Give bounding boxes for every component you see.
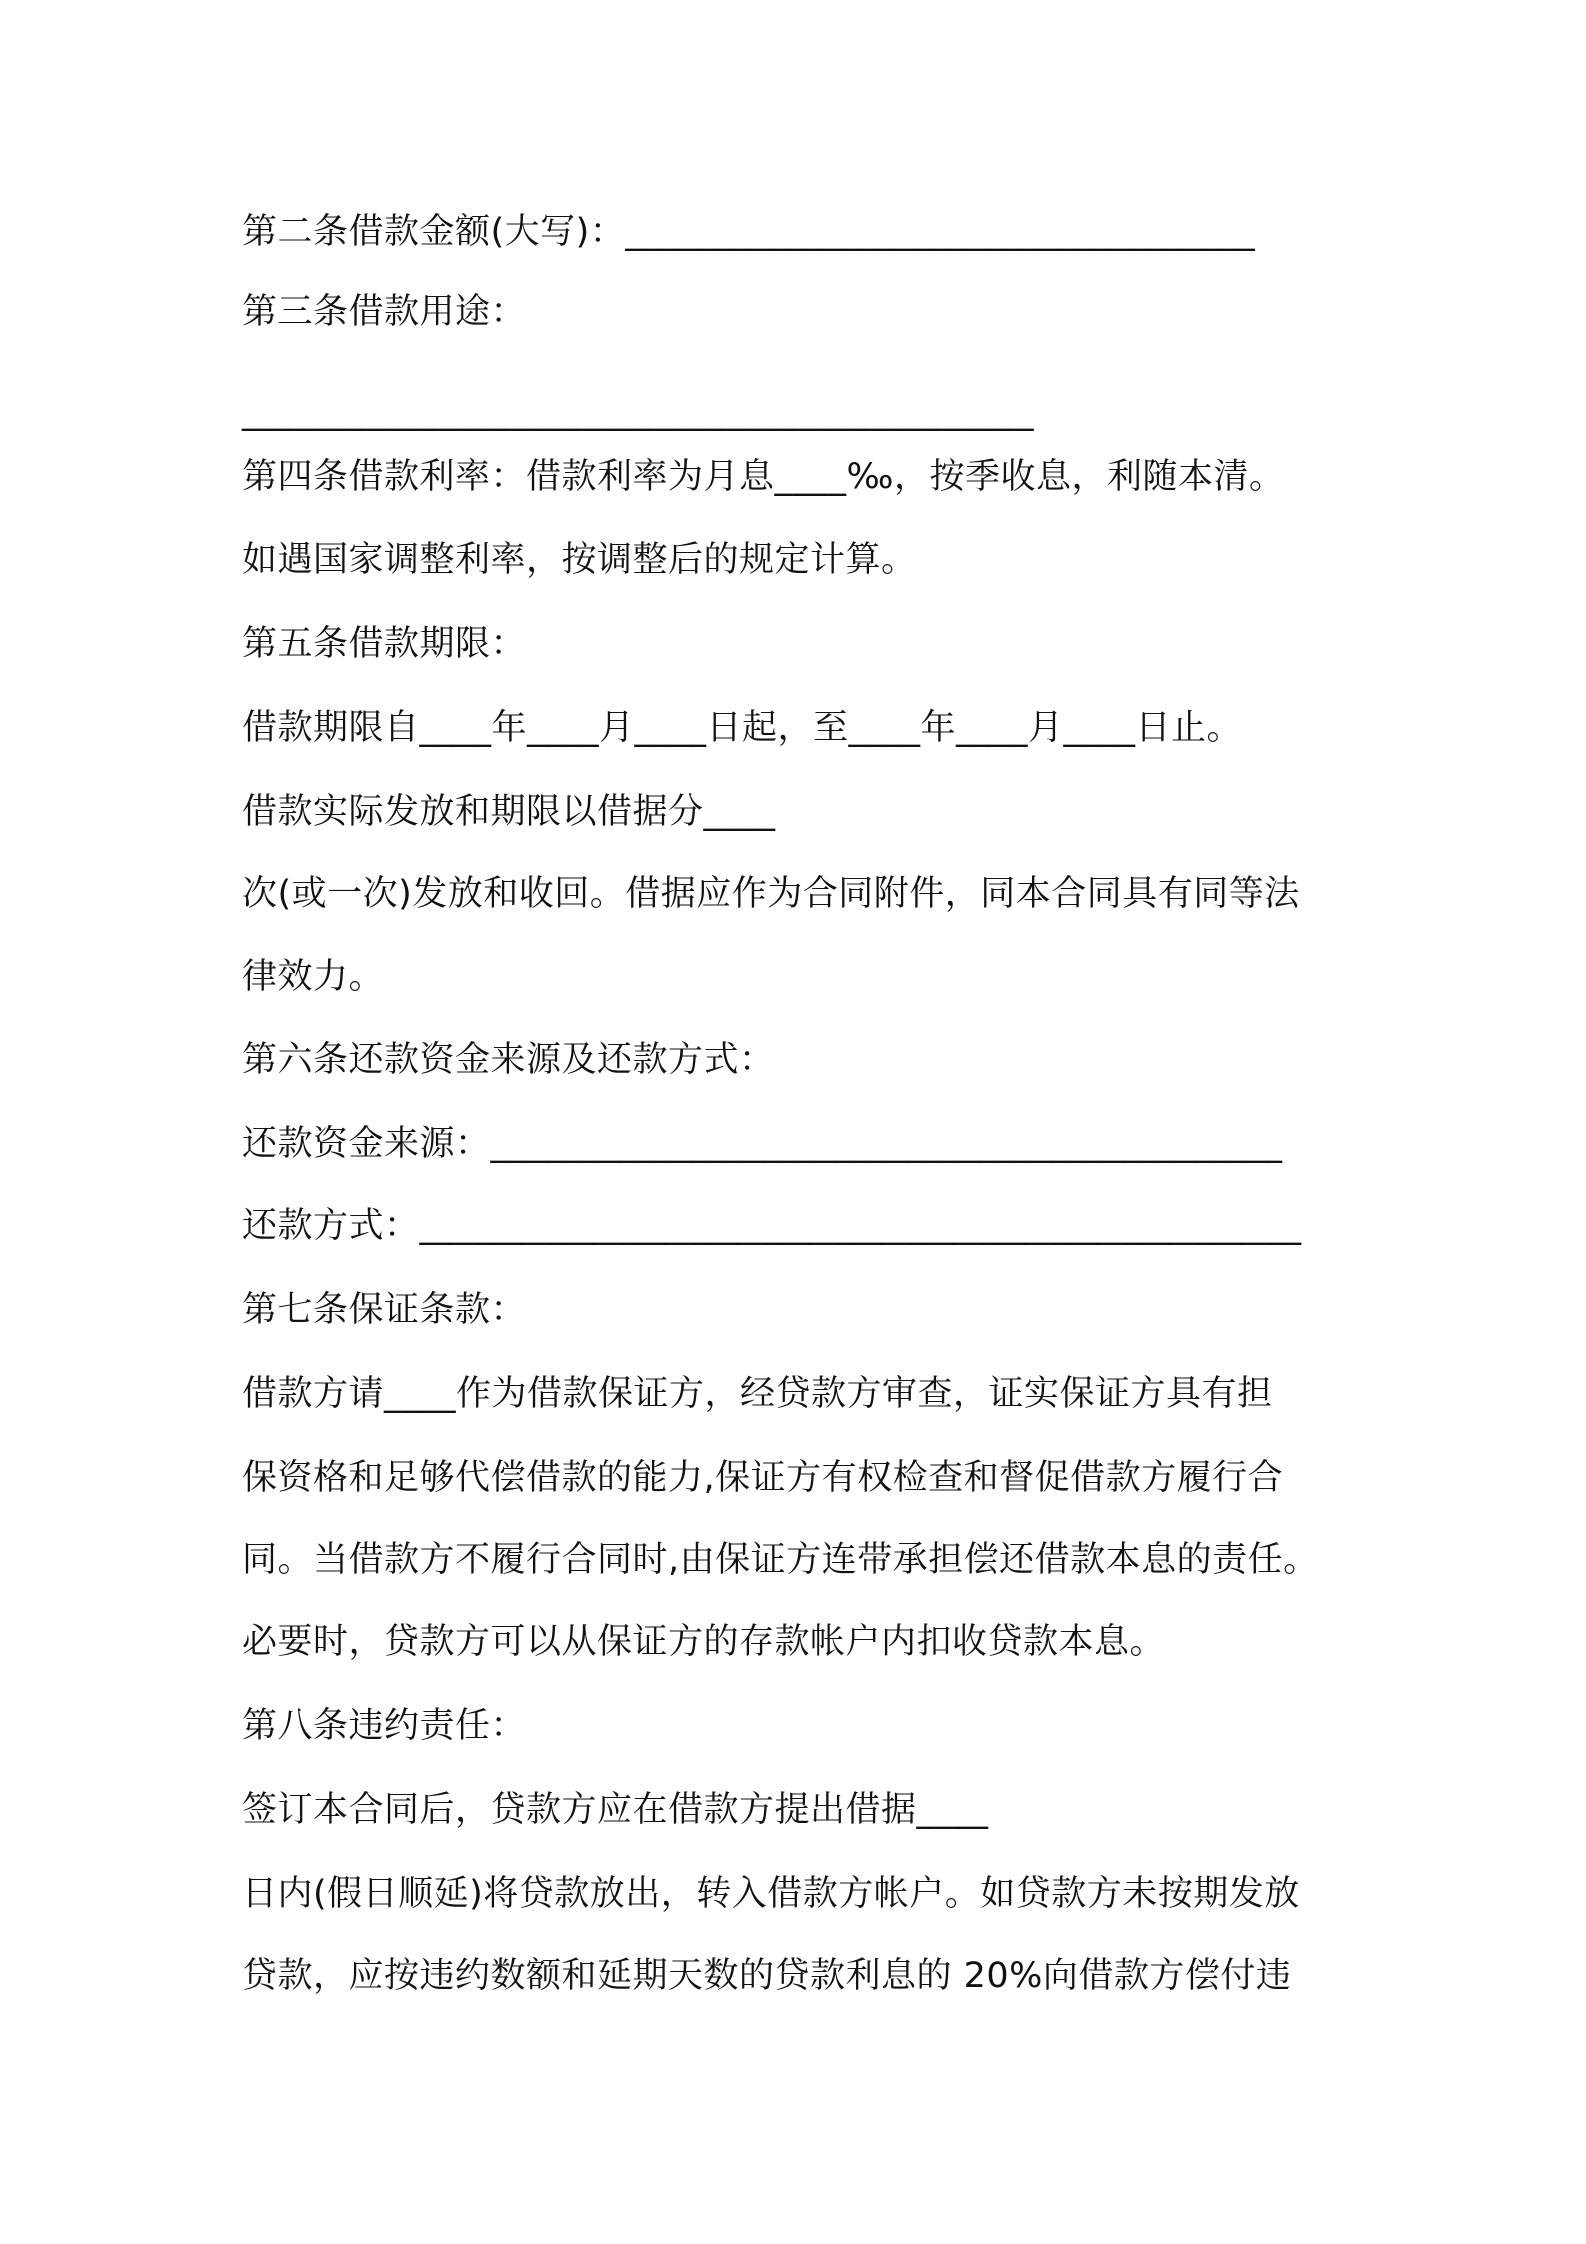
text-line: 同。当借款方不履行合同时,由保证方连带承担偿还借款本息的责任。 — [242, 1540, 1319, 1580]
text-line: 还款方式：_________________________________________________ — [242, 1206, 1302, 1246]
text-line: 借款实际发放和期限以借据分____ — [242, 792, 776, 832]
text-line: 次(或一次)发放和收回。借据应作为合同附件，同本合同具有同等法 — [242, 874, 1300, 914]
text-line: 日内(假日顺延)将贷款放出，转入借款方帐户。如贷款方未按期发放 — [242, 1874, 1300, 1914]
text-line: 签订本合同后，贷款方应在借款方提出借据____ — [242, 1790, 989, 1830]
text-line: 借款期限自____年____月____日起，至____年____月____日止。 — [242, 708, 1243, 748]
text-line: 必要时，贷款方可以从保证方的存款帐户内扣收贷款本息。 — [242, 1622, 1166, 1662]
text-line-article-4: 第四条借款利率：借款利率为月息____‰，按季收息，利随本清。 — [242, 457, 1285, 497]
text-line: 还款资金来源：____________________________________________ — [242, 1124, 1283, 1164]
text-line: 借款方请____作为借款保证方，经贷款方审查，证实保证方具有担 — [242, 1374, 1273, 1414]
text-line-article-3: 第三条借款用途： — [242, 292, 527, 332]
text-line-article-7: 第七条保证条款： — [242, 1290, 527, 1330]
text-line-blank: ____________________________________________ — [242, 392, 1034, 432]
text-line-article-2: 第二条借款金额(大写)：___________________________________ — [242, 212, 1256, 252]
text-line: 律效力。 — [242, 957, 385, 997]
text-line-article-8: 第八条违约责任： — [242, 1706, 527, 1746]
text-line: 贷款，应按违约数额和延期天数的贷款利息的 20%向借款方偿付违 — [242, 1956, 1292, 1996]
text-line-article-6: 第六条还款资金来源及还款方式： — [242, 1040, 775, 1080]
text-line: 如遇国家调整利率，按调整后的规定计算。 — [242, 540, 917, 580]
text-line-article-5: 第五条借款期限： — [242, 624, 527, 664]
text-line: 保资格和足够代偿借款的能力,保证方有权检查和督促借款方履行合 — [242, 1458, 1284, 1498]
